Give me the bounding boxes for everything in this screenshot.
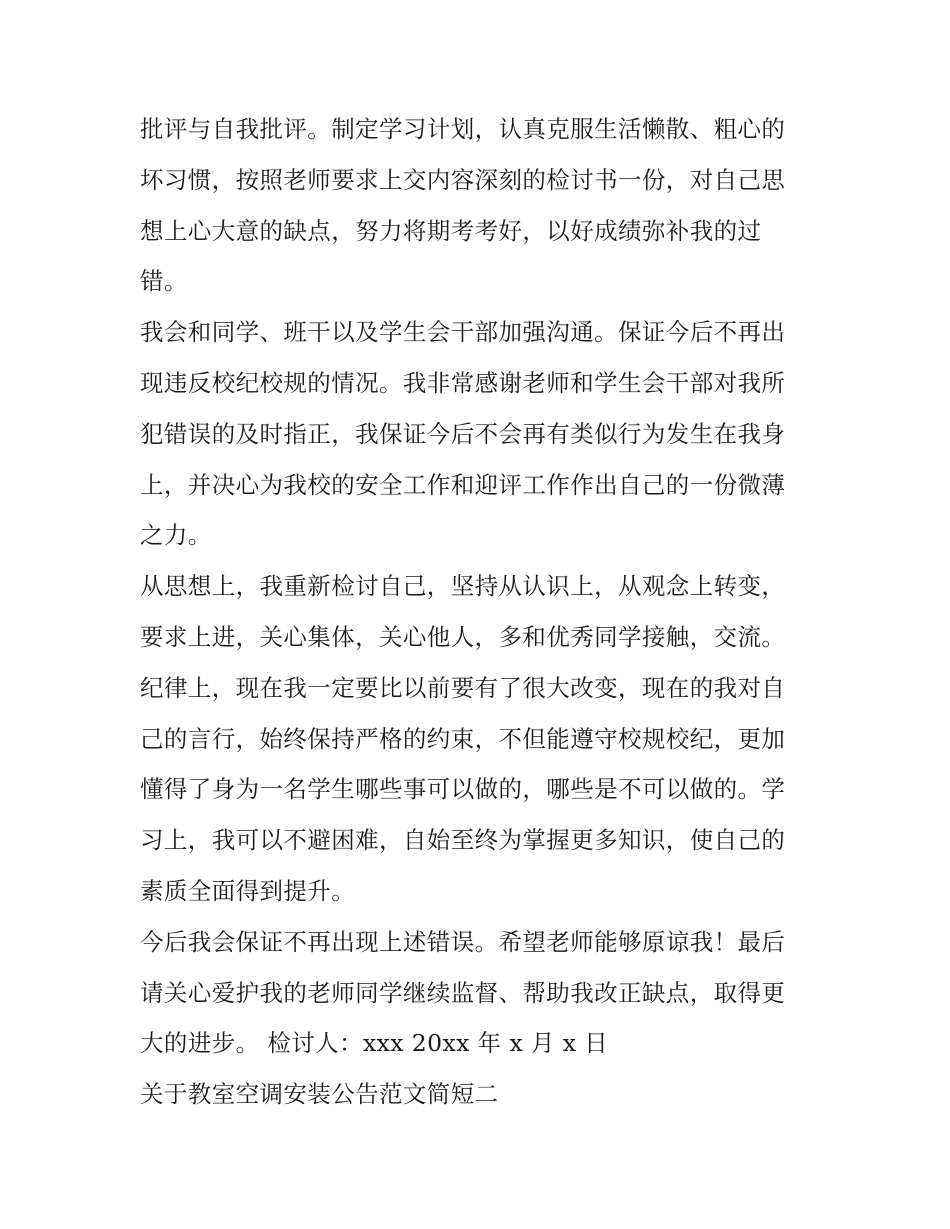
paragraph-closing-signature	[140, 917, 820, 1069]
text-line: 我会和同学、班干以及学生会干部加强沟通。保证今后不再出	[140, 318, 786, 347]
text-line: 请关心爱护我的老师同学继续监督、帮助我改正缺点，取得更	[140, 978, 786, 1007]
text-line: 习上，我可以不避困难，自始至终为掌握更多知识，使自己的	[140, 826, 786, 855]
paragraph-self-criticism-end	[140, 104, 820, 307]
text-line: 纪律上，现在我一定要比以前要有了很大改变，现在的我对自	[140, 673, 786, 702]
text-line: 想上心大意的缺点，努力将期考考好，以好成绩弥补我的过	[140, 216, 762, 245]
text-line: 素质全面得到提升。	[140, 876, 356, 905]
text-line: 从思想上，我重新检讨自己，坚持从认识上，从观念上转变，	[140, 572, 786, 601]
text-line: 己的言行，始终保持严格的约束，不但能遵守校规校纪，更加	[140, 724, 786, 753]
text-line: 现违反校纪校规的情况。我非常感谢老师和学生会干部对我所	[140, 368, 786, 397]
text-line: 大的进步。 检讨人：xxx 20xx 年 x 月 x 日	[140, 1029, 609, 1058]
text-line: 要求上进，关心集体，关心他人，多和优秀同学接触，交流。	[140, 622, 786, 651]
paragraph-thought-discipline	[140, 561, 820, 917]
text-line: 今后我会保证不再出现上述错误。希望老师能够原谅我！最后	[140, 927, 786, 956]
text-line: 错。	[140, 267, 188, 296]
section-heading	[140, 1069, 820, 1120]
text-line: 犯错误的及时指正，我保证今后不会再有类似行为发生在我身	[140, 419, 786, 448]
text-line: 之力。	[140, 521, 212, 550]
text-line: 懂得了身为一名学生哪些事可以做的，哪些是不可以做的。学	[140, 775, 786, 804]
paragraph-communication	[140, 307, 820, 561]
text-line: 关于教室空调安装公告范文简短二	[140, 1080, 499, 1109]
text-line: 坏习惯，按照老师要求上交内容深刻的检讨书一份，对自己思	[140, 165, 786, 194]
document-body	[140, 104, 820, 1120]
text-line: 批评与自我批评。制定学习计划，认真克服生活懒散、粗心的	[140, 115, 786, 143]
text-line: 上，并决心为我校的安全工作和迎评工作作出自己的一份微薄	[140, 470, 786, 499]
